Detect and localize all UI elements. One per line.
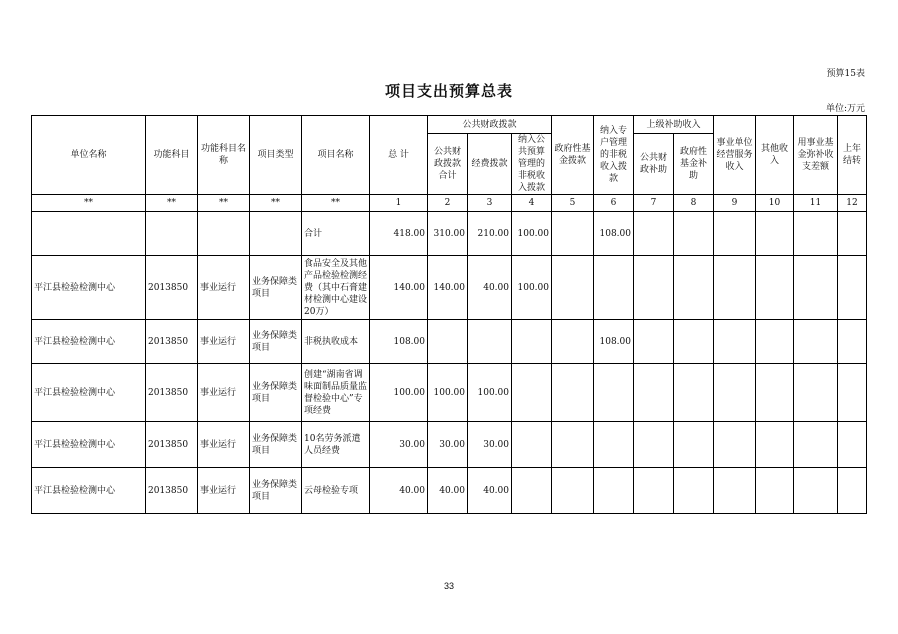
cell-fund-offset xyxy=(794,422,838,468)
cell-gov-fund xyxy=(552,320,594,364)
cell-unit-name: 平江县检验检测中心 xyxy=(32,320,146,364)
cell-expense-allocation: 100.00 xyxy=(468,364,512,422)
cell-other-income xyxy=(756,364,794,422)
header-superior-gov-fund: 政府性基金补助 xyxy=(674,134,714,195)
cell-function-name: 事业运行 xyxy=(198,468,250,514)
cell-carryover xyxy=(838,212,867,256)
cell-function-code: 2013850 xyxy=(146,320,198,364)
cell-project-name: 云母检验专项 xyxy=(302,468,370,514)
cell-fund-offset xyxy=(794,212,838,256)
cell-function-code xyxy=(146,212,198,256)
header-other-income: 其他收入 xyxy=(756,116,794,195)
cell-project-name: 创建“湖南省调味面制品质量监督检验中心”专项经费 xyxy=(302,364,370,422)
cell-superior-public-finance xyxy=(634,422,674,468)
cell-total: 40.00 xyxy=(370,468,428,514)
cell-carryover xyxy=(838,364,867,422)
index-cell: 2 xyxy=(428,195,468,212)
cell-gov-fund xyxy=(552,212,594,256)
index-cell: 7 xyxy=(634,195,674,212)
cell-non-tax-in-budget xyxy=(512,320,552,364)
cell-superior-gov-fund xyxy=(674,468,714,514)
cell-superior-public-finance xyxy=(634,320,674,364)
cell-function-name: 事业运行 xyxy=(198,256,250,320)
cell-project-type: 业务保障类项目 xyxy=(250,422,302,468)
cell-non-tax-in-budget: 100.00 xyxy=(512,256,552,320)
index-cell: 10 xyxy=(756,195,794,212)
cell-total: 108.00 xyxy=(370,320,428,364)
header-fund-offset: 用事业基金弥补收支差额 xyxy=(794,116,838,195)
index-cell: 6 xyxy=(594,195,634,212)
cell-public-finance-subtotal: 100.00 xyxy=(428,364,468,422)
cell-unit-name: 平江县检验检测中心 xyxy=(32,422,146,468)
cell-project-type xyxy=(250,212,302,256)
page-title: 项目支出预算总表 xyxy=(384,82,513,100)
index-cell: ** xyxy=(250,195,302,212)
cell-gov-fund xyxy=(552,422,594,468)
cell-superior-gov-fund xyxy=(674,320,714,364)
table-header xyxy=(32,116,867,195)
cell-non-tax-in-budget xyxy=(512,364,552,422)
cell-gov-fund xyxy=(552,468,594,514)
budget-table xyxy=(31,115,867,514)
cell-operating-income xyxy=(714,468,756,514)
cell-public-finance-subtotal: 310.00 xyxy=(428,212,468,256)
header-public-finance-subtotal: 公共财政拨款合计 xyxy=(428,134,468,195)
cell-unit-name xyxy=(32,212,146,256)
cell-project-type: 业务保障类项目 xyxy=(250,468,302,514)
header-function-code: 功能科目 xyxy=(146,116,198,195)
page-number: 33 xyxy=(443,581,454,591)
index-cell: 12 xyxy=(838,195,867,212)
cell-project-name: 非税执收成本 xyxy=(302,320,370,364)
index-cell: 4 xyxy=(512,195,552,212)
header-gov-fund: 政府性基金拨款 xyxy=(552,116,594,195)
header-superior-subsidy: 上级补助收入 xyxy=(634,116,714,134)
header-public-finance: 公共财政拨款 xyxy=(428,116,552,134)
header-carryover: 上年结转 xyxy=(838,116,867,195)
cell-expense-allocation: 30.00 xyxy=(468,422,512,468)
cell-function-name: 事业运行 xyxy=(198,320,250,364)
cell-function-code: 2013850 xyxy=(146,422,198,468)
header-unit-name: 单位名称 xyxy=(32,116,146,195)
header-operating-income: 事业单位经营服务收入 xyxy=(714,116,756,195)
index-cell: ** xyxy=(146,195,198,212)
header-total: 总 计 xyxy=(370,116,428,195)
header-expense-allocation: 经费拨款 xyxy=(468,134,512,195)
cell-total: 140.00 xyxy=(370,256,428,320)
cell-operating-income xyxy=(714,256,756,320)
total-row xyxy=(32,212,867,256)
cell-superior-public-finance xyxy=(634,212,674,256)
cell-expense-allocation: 210.00 xyxy=(468,212,512,256)
table-body xyxy=(32,212,867,514)
cell-special-non-tax: 108.00 xyxy=(594,212,634,256)
cell-superior-gov-fund xyxy=(674,256,714,320)
index-cell: ** xyxy=(198,195,250,212)
cell-operating-income xyxy=(714,212,756,256)
cell-fund-offset xyxy=(794,256,838,320)
cell-other-income xyxy=(756,212,794,256)
table-row xyxy=(32,256,867,320)
index-cell: ** xyxy=(302,195,370,212)
cell-project-name: 食品安全及其他产品检验检测经费（其中石膏建材检测中心建设20万） xyxy=(302,256,370,320)
cell-public-finance-subtotal xyxy=(428,320,468,364)
cell-unit-name: 平江县检验检测中心 xyxy=(32,468,146,514)
cell-project-type: 业务保障类项目 xyxy=(250,256,302,320)
cell-unit-name: 平江县检验检测中心 xyxy=(32,256,146,320)
cell-unit-name: 平江县检验检测中心 xyxy=(32,364,146,422)
cell-total: 418.00 xyxy=(370,212,428,256)
cell-function-name: 事业运行 xyxy=(198,364,250,422)
cell-total: 100.00 xyxy=(370,364,428,422)
cell-gov-fund xyxy=(552,364,594,422)
cell-gov-fund xyxy=(552,256,594,320)
cell-project-name: 合计 xyxy=(302,212,370,256)
header-project-name: 项目名称 xyxy=(302,116,370,195)
index-row-group xyxy=(32,195,867,212)
header-superior-public-finance: 公共财政补助 xyxy=(634,134,674,195)
header-special-non-tax: 纳入专户管理的非税收入拨款 xyxy=(594,116,634,195)
cell-fund-offset xyxy=(794,364,838,422)
cell-non-tax-in-budget xyxy=(512,468,552,514)
cell-total: 30.00 xyxy=(370,422,428,468)
cell-expense-allocation xyxy=(468,320,512,364)
index-cell: 8 xyxy=(674,195,714,212)
cell-special-non-tax xyxy=(594,422,634,468)
cell-superior-gov-fund xyxy=(674,364,714,422)
cell-function-code: 2013850 xyxy=(146,256,198,320)
index-row xyxy=(32,195,867,212)
cell-operating-income xyxy=(714,364,756,422)
cell-carryover xyxy=(838,320,867,364)
index-cell: ** xyxy=(32,195,146,212)
index-cell: 9 xyxy=(714,195,756,212)
table-number: 预算15表 xyxy=(826,69,865,79)
cell-superior-public-finance xyxy=(634,256,674,320)
cell-public-finance-subtotal: 30.00 xyxy=(428,422,468,468)
cell-function-code: 2013850 xyxy=(146,364,198,422)
index-cell: 5 xyxy=(552,195,594,212)
cell-project-name: 10名劳务派遣人员经费 xyxy=(302,422,370,468)
cell-fund-offset xyxy=(794,468,838,514)
cell-carryover xyxy=(838,468,867,514)
cell-project-type: 业务保障类项目 xyxy=(250,320,302,364)
index-cell: 11 xyxy=(794,195,838,212)
table-row xyxy=(32,320,867,364)
cell-expense-allocation: 40.00 xyxy=(468,468,512,514)
cell-special-non-tax xyxy=(594,364,634,422)
cell-other-income xyxy=(756,256,794,320)
table-row xyxy=(32,422,867,468)
header-non-tax-in-budget: 纳入公共预算管理的非税收入拨款 xyxy=(512,134,552,195)
index-cell: 1 xyxy=(370,195,428,212)
table-row xyxy=(32,468,867,514)
cell-special-non-tax: 108.00 xyxy=(594,320,634,364)
cell-special-non-tax xyxy=(594,468,634,514)
cell-carryover xyxy=(838,256,867,320)
table-row xyxy=(32,364,867,422)
cell-non-tax-in-budget xyxy=(512,422,552,468)
cell-superior-public-finance xyxy=(634,468,674,514)
cell-project-type: 业务保障类项目 xyxy=(250,364,302,422)
cell-superior-gov-fund xyxy=(674,212,714,256)
cell-fund-offset xyxy=(794,320,838,364)
cell-expense-allocation: 40.00 xyxy=(468,256,512,320)
cell-superior-gov-fund xyxy=(674,422,714,468)
unit-label: 单位:万元 xyxy=(825,104,865,114)
cell-public-finance-subtotal: 140.00 xyxy=(428,256,468,320)
cell-non-tax-in-budget: 100.00 xyxy=(512,212,552,256)
cell-other-income xyxy=(756,320,794,364)
header-project-type: 项目类型 xyxy=(250,116,302,195)
header-function-name: 功能科目名称 xyxy=(198,116,250,195)
cell-operating-income xyxy=(714,422,756,468)
index-cell: 3 xyxy=(468,195,512,212)
cell-function-code: 2013850 xyxy=(146,468,198,514)
cell-function-name xyxy=(198,212,250,256)
cell-superior-public-finance xyxy=(634,364,674,422)
cell-carryover xyxy=(838,422,867,468)
cell-function-name: 事业运行 xyxy=(198,422,250,468)
cell-other-income xyxy=(756,422,794,468)
cell-operating-income xyxy=(714,320,756,364)
cell-public-finance-subtotal: 40.00 xyxy=(428,468,468,514)
cell-other-income xyxy=(756,468,794,514)
cell-special-non-tax xyxy=(594,256,634,320)
